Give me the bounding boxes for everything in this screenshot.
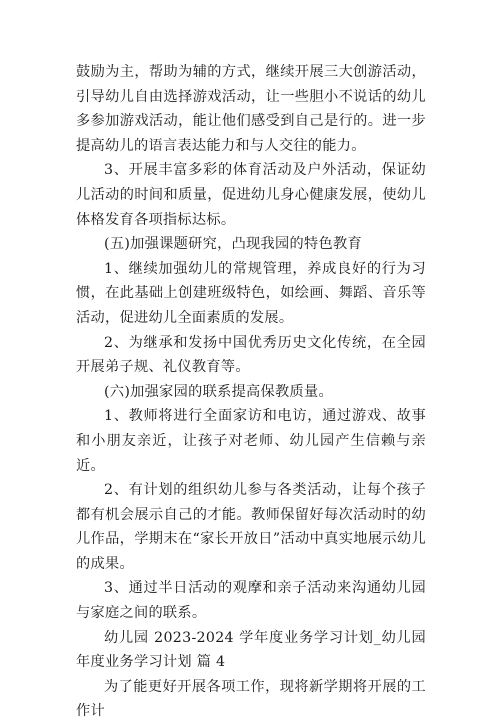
body-paragraph: 3、开展丰富多彩的体育活动及户外活动，保证幼儿活动的时间和质量，促进幼儿身心健康发展，使幼儿体格发育各项指标达标。 — [76, 162, 426, 228]
body-paragraph: 1、继续加强幼儿的常规管理，养成良好的行为习惯，在此基础上创建班级特色，如绘画、舞蹈、音乐等活动，促进幼儿全面素质的发展。 — [76, 260, 426, 326]
section-heading: (五)加强课题研究，凸现我园的特色教育 — [104, 236, 362, 253]
body-paragraph: 1、教师将进行全面家访和电访，通过游戏、故事和小朋友亲近，让孩子对老师、幼儿园产生信赖与亲近。 — [76, 408, 426, 474]
body-paragraph: 2、有计划的组织幼儿参与各类活动，让每个孩子都有机会展示自己的才能。教师保留好每次活动时的幼儿作品，学期末在“家长开放日”活动中真实地展示幼儿的成果。 — [76, 482, 426, 572]
body-paragraph: 2、为继承和发扬中国优秀历史文化传统，在全园开展弟子规、礼仪教育等。 — [76, 334, 426, 376]
section-heading: (六)加强家园的联系提高保教质量。 — [104, 383, 333, 400]
body-paragraph: 为了能更好开展各项工作，现将新学期将开展的工作计 — [76, 678, 426, 720]
body-paragraph: 鼓励为主，帮助为辅的方式，继续开展三大创游活动，引导幼儿自由选择游戏活动，让一些胆小不说话的幼儿多参加游戏活动，能让他们感受到自己是行的。进一步提高幼儿的语言表达能力和与人交往的能力。 — [76, 64, 426, 154]
document-page — [76, 60, 426, 724]
article-title: 幼儿园 2023-2024 学年度业务学习计划_幼儿园年度业务学习计划 篇 4 — [76, 629, 426, 671]
body-paragraph: 3、通过半日活动的观摩和亲子活动来沟通幼儿园与家庭之间的联系。 — [76, 580, 426, 622]
